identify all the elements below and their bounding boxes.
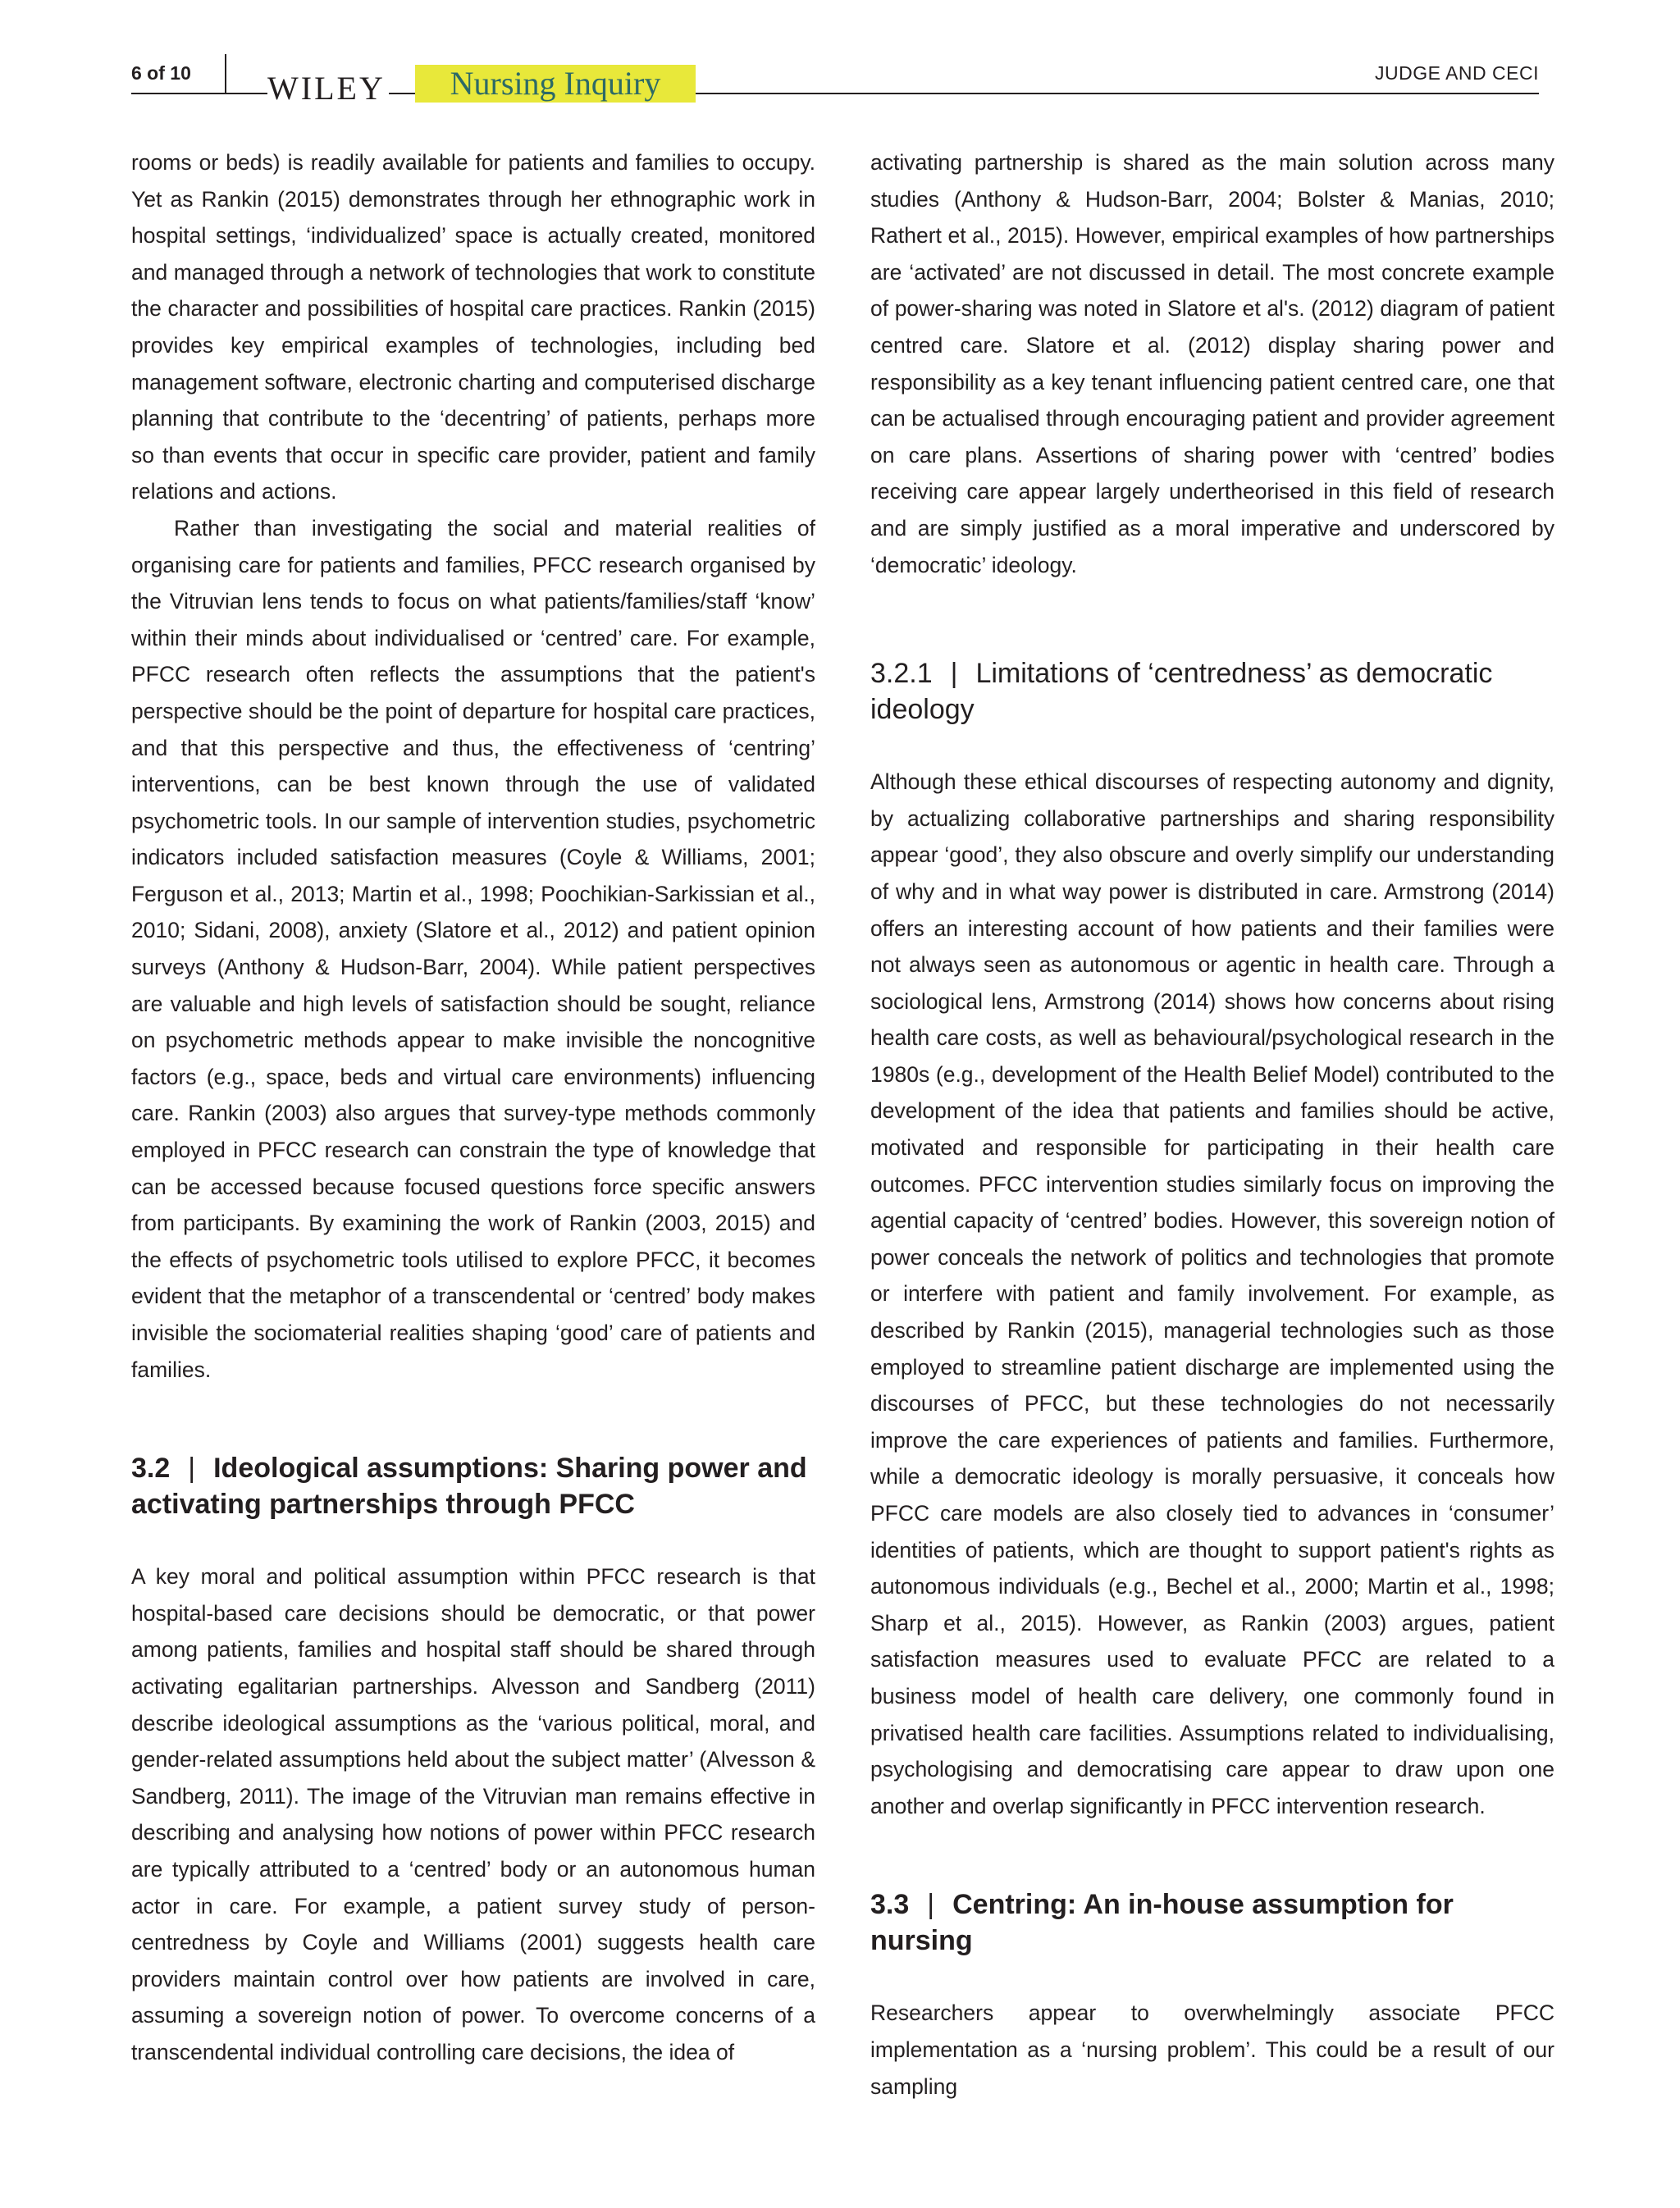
journal-logo: Nursing Inquiry — [415, 65, 696, 103]
section-title: Centring: An in-house assumption for nursing — [870, 1889, 1454, 1957]
paragraph: Although these ethical discourses of respecting autonomy and dignity, by actualizing collaborative partnerships and sharing responsibility appear ‘good’, they also obscure and overly simplify our understanding of why and in what way power is distributed in care. Armstrong (2014) offers an interesting account of how patients and their families were not always seen as autonomous or agentic in health care. Through a sociological lens, Armstrong (2014) shows how concerns about rising health care costs, as well as behavioural/psychological research in the 1980s (e.g., development of the Health Belief Model) contributed to the development of the idea that patients and families should be active, motivated and responsible for participating in their health care outcomes. PFCC intervention studies similarly focus on improving the agential capacity of ‘centred’ bodies. However, this sovereign notion of power conceals the network of politics and technologies that promote or interfere with patient and family involvement. For example, as described by Rankin (2015), managerial technologies such as those employed to streamline patient discharge are implemented using the discourses of PFCC, but these technologies do not necessarily improve the care experiences of patients and families. Furthermore, while a democratic ideology is morally persuasive, it conceals how PFCC care models are also closely tied to advances in ‘consumer’ identities of patients, which are thought to support patient's rights as autonomous individuals (e.g., Bechel et al., 2000; Martin et al., 1998; Sharp et al., 2015). However, as Rankin (2003) argues, patient satisfaction measures used to evaluate PFCC are related to a business model of health care delivery, one commonly found in privatised health care facilities. Assumptions related to individualising, psychologising and democratising care appear to draw upon one another and overlap significantly in PFCC intervention research. — [870, 769, 1554, 1818]
page-header — [131, 54, 1539, 107]
section-title: Ideological assumptions: Sharing power and activating partnerships through PFCC — [131, 1453, 807, 1521]
paragraph: A key moral and political assumption within PFCC research is that hospital-based care decisions should be democratic, or that power among patients, families and hospital staff should be shared through activating egalitarian partnerships. Alvesson and Sandberg (2011) describe ideological assumptions as the ‘various political, moral, and gender-related assumptions held about the subject matter’ (Alvesson & Sandberg, 2011). The image of the Vitruvian man remains effective in describing and analysing how notions of power within PFCC research are typically attributed to a ‘centred’ body or an autonomous human actor in care. For example, a patient survey study of person-centredness by Coyle and Williams (2001) suggests health care providers maintain control over how patients are involved in care, assuming a sovereign notion of power. To overcome concerns of a transcendental individual controlling care decisions, the idea of — [131, 1564, 815, 2064]
section-heading-3-3: 3.3 | Centring: An in-house assumption for nursing — [870, 1889, 1454, 1957]
right-column — [870, 144, 1554, 2105]
section-number: 3.2.1 — [870, 658, 933, 690]
publisher-logo: WILEY — [267, 72, 389, 105]
section-title: Limitations of ‘centredness’ as democratic ideology — [870, 658, 1493, 726]
running-authors: JUDGE AND CECI — [1375, 62, 1539, 84]
page-number: 6 of 10 — [131, 62, 191, 84]
header-divider — [225, 54, 226, 94]
left-column — [131, 144, 815, 2071]
paragraph: Researchers appear to overwhelmingly associate PFCC implementation as a ‘nursing problem’. This could be a result of our sampling — [870, 2000, 1554, 2099]
section-number: 3.2 — [131, 1453, 171, 1485]
logo-connector — [400, 93, 417, 94]
section-heading-3-2: 3.2 | Ideological assumptions: Sharing power and activating partnerships through PFCC — [131, 1453, 807, 1521]
paragraph: Rather than investigating the social and material realities of organising care for patients and families, PFCC research organised by the Vitruvian lens tends to focus on what patients/families/staff ‘know’ within their minds about individualised or ‘centred’ care. For example, PFCC research often reflects the assumptions that the patient's perspective should be the point of departure for hospital care practices, and that this perspective and thus, the effectiveness of ‘centring’ interventions, can be best known through the use of validated psychometric tools. In our sample of intervention studies, psychometric indicators included satisfaction measures (Coyle & Williams, 2001; Ferguson et al., 2013; Martin et al., 1998; Poochikian-Sarkissian et al., 2010; Sidani, 2008), anxiety (Slatore et al., 2012) and patient opinion surveys (Anthony & Hudson-Barr, 2004). While patient perspectives are valuable and high levels of satisfaction should be sought, reliance on psychometric methods appear to make invisible the noncognitive factors (e.g., space, beds and virtual care environments) influencing care. Rankin (2003) also argues that survey-type methods commonly employed in PFCC research can constrain the type of knowledge that can be accessed because focused questions force specific answers from participants. By examining the work of Rankin (2003, 2015) and the effects of psychometric tools utilised to explore PFCC, it becomes evident that the metaphor of a transcendental or ‘centred’ body makes invisible the sociomaterial realities shaping ‘good’ care of patients and families. — [131, 515, 815, 1382]
paragraph: activating partnership is shared as the main solution across many studies (Anthony & Hudson-Barr, 2004; Bolster & Manias, 2010; Rathert et al., 2015). However, empirical examples of how partnerships are ‘activated’ are not discussed in detail. The most concrete example of power-sharing was noted in Slatore et al's. (2012) diagram of patient centred care. Slatore et al. (2012) display sharing power and responsibility as a key tenant influencing patient centred care, one that can be actualised through encouraging patient and provider agreement on care plans. Assertions of sharing power with ‘centred’ bodies receiving care appear largely undertheorised in this field of research and are simply justified as a moral imperative and underscored by ‘democratic’ ideology. — [870, 150, 1554, 577]
paragraph: rooms or beds) is readily available for patients and families to occupy. Yet as Rankin (2015) demonstrates through her ethnographic work in hospital settings, ‘individualized’ space is actually created, monitored and managed through a network of technologies that work to constitute the character and possibilities of hospital care practices. Rankin (2015) provides key empirical examples of technologies, including bed management software, electronic charting and computerised discharge planning that contribute to the ‘decentring’ of patients, perhaps more so than events that occur in specific care provider, patient and family relations and actions. — [131, 150, 815, 504]
section-number: 3.3 — [870, 1889, 910, 1921]
section-heading-3-2-1: 3.2.1 | Limitations of ‘centredness’ as democratic ideology — [870, 658, 1493, 726]
